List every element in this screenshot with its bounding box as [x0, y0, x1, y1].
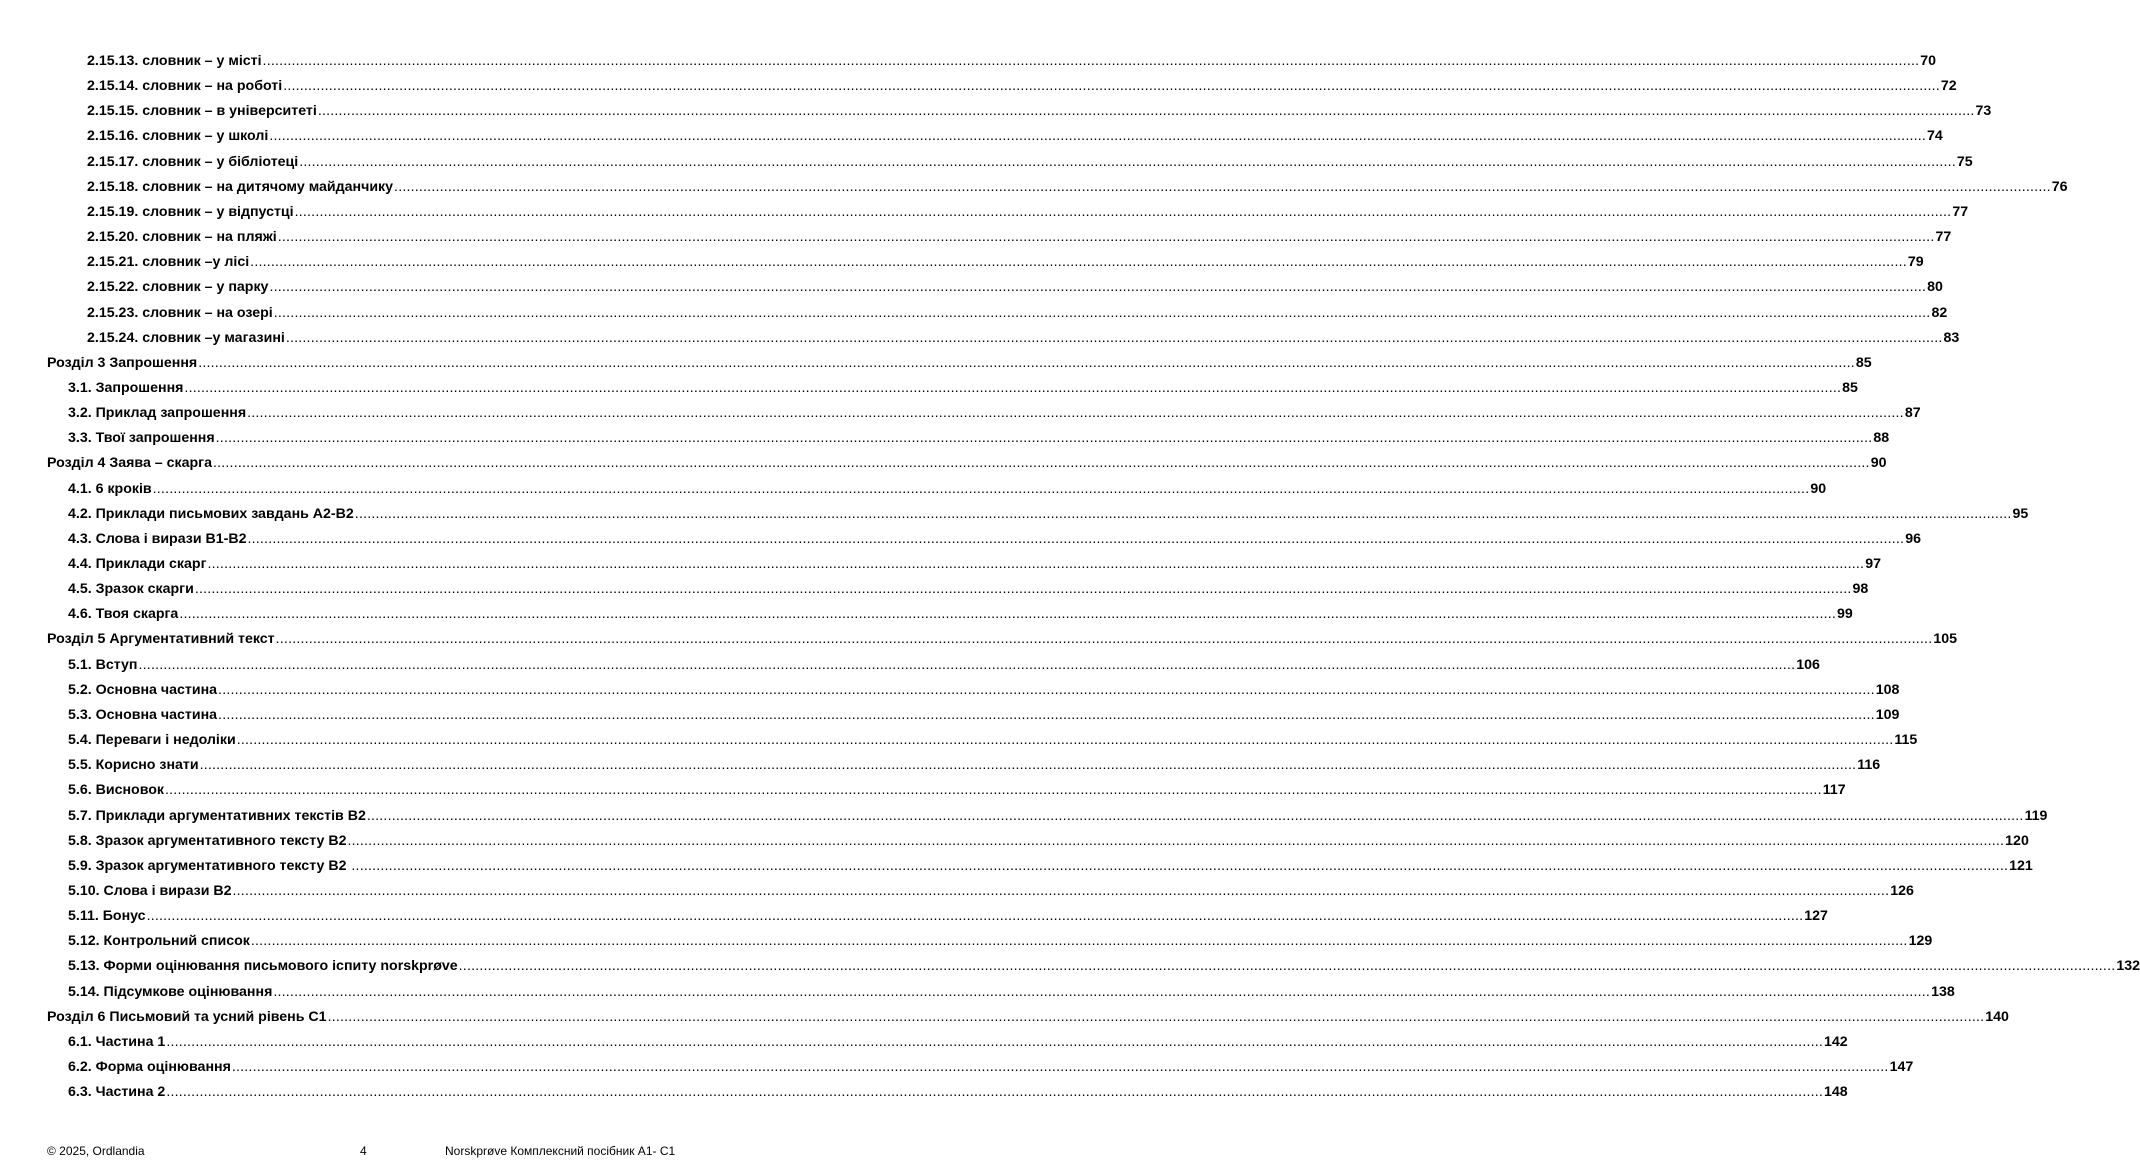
toc-entry-title: 4.5. Зразок скарги — [68, 581, 194, 598]
toc-entry-title: 6.3. Частина 2 — [68, 1084, 166, 1101]
toc-dot-leader: ................................................................................................................................................................................................................................................................................................................................................................................................................ — [165, 782, 1822, 799]
toc-entry — [87, 203, 1969, 221]
footer-copyright: © 2025, Ordlandia — [47, 1144, 145, 1158]
toc-entry — [68, 605, 1853, 623]
toc-entry-title: 2.15.17. словник – у бібліотеці — [87, 153, 299, 170]
toc-entry-page: 97 — [1865, 556, 1881, 572]
toc-entry-title: 5.4. Переваги і недоліки — [68, 732, 236, 749]
toc-dot-leader: ................................................................................................................................................................................................................................................................................................................................................................................................................ — [285, 329, 1943, 346]
toc-entry-page: 79 — [1907, 254, 1924, 271]
toc-dot-leader: ................................................................................................................................................................................................................................................................................................................................................................................................................ — [138, 656, 1796, 673]
toc-entry — [87, 253, 1924, 271]
toc-dot-leader: ................................................................................................................................................................................................................................................................................................................................................................................................................ — [458, 958, 2116, 975]
toc-entry-page: 132 — [2116, 958, 2140, 975]
toc-entry-page: 99 — [1837, 606, 1853, 623]
toc-entry-page: 70 — [1920, 53, 1937, 69]
toc-entry-page: 90 — [1810, 480, 1827, 497]
toc-entry-title: 4.2. Приклади письмових завдань А2-В2 — [68, 505, 354, 522]
toc-entry-page: 129 — [1908, 933, 1933, 950]
toc-entry-page: 127 — [1804, 908, 1828, 925]
toc-entry — [68, 857, 2033, 875]
toc-entry — [68, 983, 1955, 1001]
toc-dot-leader: ................................................................................................................................................................................................................................................................................................................................................................................................................ — [199, 757, 1857, 774]
toc-dot-leader: ................................................................................................................................................................................................................................................................................................................................................................................................................ — [218, 681, 1875, 698]
toc-entry-page: 147 — [1889, 1059, 1914, 1075]
toc-entry — [87, 228, 1952, 246]
toc-entry — [68, 1058, 1914, 1076]
toc-entry-page: 77 — [1935, 229, 1952, 246]
toc-dot-leader: ................................................................................................................................................................................................................................................................................................................................................................................................................ — [146, 908, 1804, 925]
toc-entry-title: 5.11. Бонус — [68, 908, 146, 925]
toc-dot-leader: ................................................................................................................................................................................................................................................................................................................................................................................................................ — [262, 53, 1920, 69]
toc-entry — [68, 480, 1827, 498]
toc-dot-leader: ................................................................................................................................................................................................................................................................................................................................................................................................................ — [317, 103, 1975, 120]
toc-entry-title: 2.15.19. словник – у відпустці — [87, 203, 294, 220]
toc-entry — [68, 907, 1828, 925]
toc-entry — [87, 304, 1948, 322]
toc-entry — [68, 706, 1900, 724]
toc-entry-title: 5.2. Основна частина — [68, 681, 218, 698]
toc-dot-leader: ................................................................................................................................................................................................................................................................................................................................................................................................................ — [231, 1059, 1889, 1075]
footer-page-number: 4 — [360, 1144, 367, 1158]
toc-dot-leader: ................................................................................................................................................................................................................................................................................................................................................................................................................ — [351, 857, 2009, 874]
toc-entry — [87, 178, 2068, 196]
toc-entry-title: 2.15.22. словник – у парку — [87, 279, 269, 296]
toc-entry-title: Розділ 5 Аргументативний текст — [47, 631, 275, 648]
toc-entry — [68, 580, 1869, 598]
toc-entry-page: 138 — [1931, 983, 1955, 1000]
toc-entry-page: 75 — [1956, 153, 1973, 170]
toc-dot-leader: ................................................................................................................................................................................................................................................................................................................................................................................................................ — [299, 153, 1956, 170]
toc-entry-title: 4.3. Слова і вирази В1-В2 — [68, 530, 247, 547]
toc-dot-leader: ................................................................................................................................................................................................................................................................................................................................................................................................................ — [232, 882, 1890, 899]
toc-dot-leader: ................................................................................................................................................................................................................................................................................................................................................................................................................ — [247, 530, 1905, 547]
toc-dot-leader: ................................................................................................................................................................................................................................................................................................................................................................................................................ — [194, 581, 1852, 598]
toc-entry-title: 4.6. Твоя скарга — [68, 606, 179, 623]
toc-entry-title: 5.8. Зразок аргументативного тексту В2 — [68, 832, 347, 849]
toc-dot-leader: ................................................................................................................................................................................................................................................................................................................................................................................................................ — [283, 78, 1940, 95]
toc-entry — [68, 656, 1820, 674]
toc-entry-page: 140 — [1985, 1008, 2009, 1025]
toc-entry-page: 116 — [1857, 757, 1881, 774]
toc-entry-page: 95 — [2012, 505, 2029, 522]
toc-dot-leader: ................................................................................................................................................................................................................................................................................................................................................................................................................ — [275, 631, 1933, 648]
toc-entry-page: 80 — [1927, 279, 1943, 296]
toc-entry — [68, 555, 1881, 573]
toc-entry — [68, 731, 1918, 749]
toc-dot-leader: ................................................................................................................................................................................................................................................................................................................................................................................................................ — [250, 254, 1907, 271]
toc-entry-title: Розділ 4 Заява – скарга — [47, 455, 212, 472]
toc-entry — [68, 756, 1881, 774]
toc-entry-title: 2.15.20. словник – на пляжі — [87, 229, 277, 246]
toc-entry-page: 90 — [1870, 455, 1887, 472]
toc-dot-leader: ................................................................................................................................................................................................................................................................................................................................................................................................................ — [215, 430, 1873, 447]
toc-entry-page: 72 — [1940, 78, 1957, 95]
toc-entry — [87, 278, 1943, 296]
toc-entry — [68, 379, 1858, 397]
toc-entry — [68, 807, 2048, 825]
toc-entry-page: 108 — [1875, 681, 1900, 698]
toc-entry-title: Розділ 6 Письмовий та усний рівень С1 — [47, 1008, 327, 1025]
toc-dot-leader: ................................................................................................................................................................................................................................................................................................................................................................................................................ — [166, 1033, 1824, 1050]
toc-dot-leader: ................................................................................................................................................................................................................................................................................................................................................................................................................ — [347, 832, 2005, 849]
toc-dot-leader: ................................................................................................................................................................................................................................................................................................................................................................................................................ — [269, 128, 1927, 145]
toc-entry-title: 3.3. Твої запрошення — [68, 430, 215, 447]
toc-dot-leader: ................................................................................................................................................................................................................................................................................................................................................................................................................ — [152, 480, 1810, 497]
toc-entry-title: 6.2. Форма оцінювання — [68, 1059, 231, 1075]
toc-dot-leader: ................................................................................................................................................................................................................................................................................................................................................................................................................ — [236, 732, 1894, 749]
toc-entry-title: 2.15.18. словник – на дитячому майданчику — [87, 178, 394, 195]
toc-dot-leader: ................................................................................................................................................................................................................................................................................................................................................................................................................ — [212, 455, 1870, 472]
toc-entry-page: 119 — [2024, 807, 2048, 824]
toc-entry — [87, 102, 1992, 120]
toc-entry-page: 115 — [1894, 732, 1918, 749]
toc-entry-title: 5.9. Зразок аргументативного тексту В2 — [68, 857, 351, 874]
toc-dot-leader: ................................................................................................................................................................................................................................................................................................................................................................................................................ — [394, 178, 2051, 195]
toc-entry-title: 2.15.21. словник –у лісі — [87, 254, 250, 271]
toc-entry-page: 87 — [1904, 405, 1921, 422]
toc-chapter-entry — [47, 454, 1887, 472]
toc-dot-leader: ................................................................................................................................................................................................................................................................................................................................................................................................................ — [327, 1008, 1985, 1025]
toc-entry-title: 5.14. Підсумкове оцінювання — [68, 983, 273, 1000]
toc-entry — [87, 127, 1943, 145]
footer-book-title: Norskprøve Комплексний посібник А1- С1 — [445, 1144, 676, 1158]
toc-entry — [68, 429, 1890, 447]
toc-entry-page: 109 — [1875, 706, 1900, 723]
toc-dot-leader: ................................................................................................................................................................................................................................................................................................................................................................................................................ — [207, 556, 1865, 572]
toc-entry-page: 88 — [1873, 430, 1890, 447]
toc-entry-title: 5.1. Вступ — [68, 656, 138, 673]
toc-entry-title: 6.1. Частина 1 — [68, 1033, 166, 1050]
toc-dot-leader: ................................................................................................................................................................................................................................................................................................................................................................................................................ — [277, 229, 1935, 246]
toc-entry-page: 82 — [1931, 304, 1948, 321]
toc-entry-title: 2.15.14. словник – на роботі — [87, 78, 283, 95]
toc-entry-title: 5.12. Контрольний список — [68, 933, 250, 950]
toc-entry — [87, 153, 1973, 171]
toc-dot-leader: ................................................................................................................................................................................................................................................................................................................................................................................................................ — [273, 304, 1931, 321]
toc-entry-page: 126 — [1890, 882, 1914, 899]
toc-entry-title: 5.13. Форми оцінювання письмового іспиту norskprøve — [68, 958, 458, 975]
toc-entry-page: 96 — [1905, 530, 1921, 547]
toc-entry — [87, 77, 1957, 95]
toc-chapter-entry — [47, 1008, 2009, 1026]
toc-dot-leader: ................................................................................................................................................................................................................................................................................................................................................................................................................ — [366, 807, 2024, 824]
toc-entry-title: Розділ 3 Запрошення — [47, 354, 198, 371]
toc-entry-page: 77 — [1952, 203, 1969, 220]
toc-entry — [68, 1083, 1848, 1101]
toc-entry-page: 106 — [1796, 656, 1820, 673]
toc-dot-leader: ................................................................................................................................................................................................................................................................................................................................................................................................................ — [184, 379, 1842, 396]
toc-entry-title: 2.15.15. словник – в університеті — [87, 103, 317, 120]
toc-entry — [68, 404, 1921, 422]
toc-entry-page: 121 — [2009, 857, 2033, 874]
toc-dot-leader: ................................................................................................................................................................................................................................................................................................................................................................................................................ — [166, 1084, 1824, 1101]
toc-entry — [68, 932, 1933, 950]
toc-entry-page: 117 — [1822, 782, 1846, 799]
toc-entry — [87, 329, 1960, 347]
toc-entry-title: 5.7. Приклади аргументативних текстів В2 — [68, 807, 366, 824]
toc-chapter-entry — [47, 354, 1872, 372]
toc-entry-page: 74 — [1927, 128, 1943, 145]
toc-dot-leader: ................................................................................................................................................................................................................................................................................................................................................................................................................ — [247, 405, 1904, 422]
toc-entry — [68, 530, 1921, 548]
toc-dot-leader: ................................................................................................................................................................................................................................................................................................................................................................................................................ — [273, 983, 1931, 1000]
toc-entry-page: 142 — [1824, 1033, 1848, 1050]
toc-dot-leader: ................................................................................................................................................................................................................................................................................................................................................................................................................ — [294, 203, 1952, 220]
toc-entry-page: 83 — [1943, 329, 1960, 346]
toc-entry — [68, 505, 2029, 523]
toc-entry-title: 3.2. Приклад запрошення — [68, 405, 247, 422]
toc-entry-title: 4.4. Приклади скарг — [68, 556, 207, 572]
toc-entry-page: 148 — [1824, 1084, 1848, 1101]
toc-entry — [68, 882, 1914, 900]
toc-dot-leader: ................................................................................................................................................................................................................................................................................................................................................................................................................ — [218, 706, 1875, 723]
toc-entry-title: 2.15.16. словник – у школі — [87, 128, 269, 145]
toc-entry — [68, 832, 2029, 850]
toc-dot-leader: ................................................................................................................................................................................................................................................................................................................................................................................................................ — [354, 505, 2012, 522]
toc-entry-page: 76 — [2051, 178, 2068, 195]
toc-entry — [68, 781, 1846, 799]
toc-entry-title: 5.10. Слова і вирази В2 — [68, 882, 232, 899]
toc-entry-page: 73 — [1975, 103, 1992, 120]
toc-entry-title: 2.15.24. словник –у магазині — [87, 329, 285, 346]
toc-entry-page: 120 — [2005, 832, 2029, 849]
toc-entry-title: 4.1. 6 кроків — [68, 480, 152, 497]
toc-dot-leader: ................................................................................................................................................................................................................................................................................................................................................................................................................ — [198, 354, 1855, 371]
toc-dot-leader: ................................................................................................................................................................................................................................................................................................................................................................................................................ — [269, 279, 1927, 296]
toc-entry-title: 5.5. Корисно знати — [68, 757, 199, 774]
toc-entry-page: 85 — [1855, 354, 1872, 371]
toc-entry — [68, 957, 2140, 975]
toc-entry-page: 105 — [1933, 631, 1958, 648]
toc-entry — [87, 52, 1937, 70]
toc-entry — [68, 681, 1900, 699]
toc-dot-leader: ................................................................................................................................................................................................................................................................................................................................................................................................................ — [179, 606, 1837, 623]
toc-entry-title: 3.1. Запрошення — [68, 379, 184, 396]
toc-entry-title: 5.3. Основна частина — [68, 706, 218, 723]
toc-entry-title: 5.6. Висновок — [68, 782, 165, 799]
toc-entry-title: 2.15.13. словник – у місті — [87, 53, 262, 69]
toc-dot-leader: ................................................................................................................................................................................................................................................................................................................................................................................................................ — [250, 933, 1908, 950]
toc-entry — [68, 1033, 1848, 1051]
toc-entry-page: 85 — [1842, 379, 1858, 396]
toc-entry-page: 98 — [1852, 581, 1869, 598]
toc-entry-title: 2.15.23. словник – на озері — [87, 304, 273, 321]
toc-chapter-entry — [47, 630, 1958, 648]
